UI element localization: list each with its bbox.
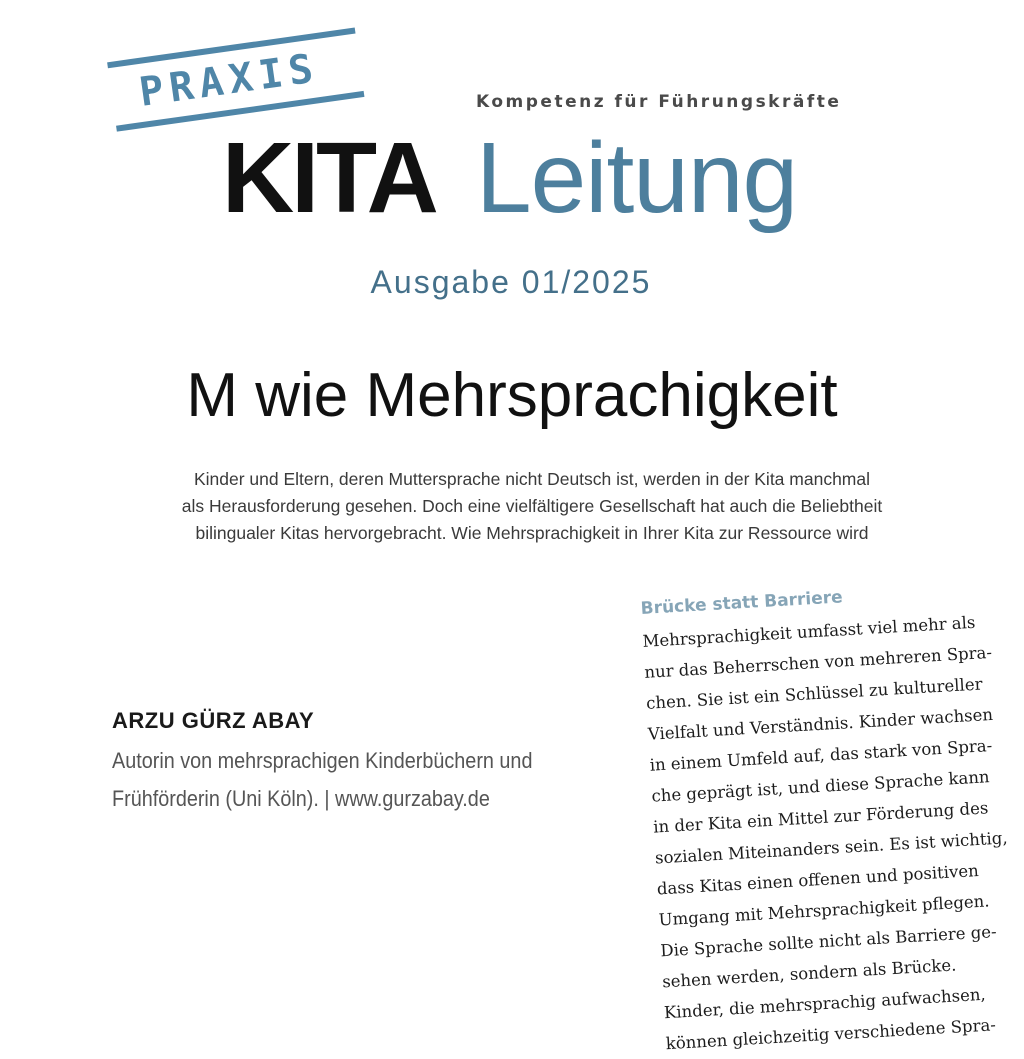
body-text-line: Mehrsprachigkeit umfasst viel mehr als — [642, 612, 976, 651]
body-text-line: in der Kita ein Mittel zur Förderung des — [652, 798, 989, 837]
body-text-line: Die Sprache sollte nicht als Barriere ge- — [659, 922, 998, 961]
body-text-line: Umgang mit Mehrsprachigkeit pflegen. — [658, 891, 990, 930]
body-text-line: sozialen Miteinanders sein. Es ist wichtig, — [654, 828, 1009, 868]
masthead — [0, 0, 1024, 320]
lede-line: Kinder und Eltern, deren Muttersprache nicht Deutsch ist, werden in der Kita manchmal — [193, 469, 871, 489]
author-bio-line: Frühförderin (Uni Köln). | www.gurzabay.de — [112, 786, 490, 811]
author-box — [112, 706, 572, 818]
body-text-line: können gleichzeitig verschiedene Spra- — [665, 1015, 997, 1054]
brand-word-kita: KITA — [222, 122, 436, 234]
praxis-stamp-word: PRAXIS — [136, 45, 322, 116]
body-text-line: in einem Umfeld auf, das stark von Spra- — [649, 735, 993, 775]
body-text-line: che geprägt ist, und diese Sprache kann — [650, 767, 991, 806]
section-heading: Brücke statt Barriere — [640, 587, 844, 619]
magazine-tagline: Kompetenz für Führungskräfte — [476, 92, 842, 112]
body-text-line: nur das Beherrschen von mehreren Spra- — [643, 642, 993, 682]
author-bio — [112, 742, 571, 818]
praxis-stamp-logo — [107, 28, 364, 132]
issue-number-text: Ausgabe 01/2025 — [370, 264, 652, 300]
article-column — [640, 573, 1024, 1059]
article-lede — [80, 466, 984, 547]
article-headline: M wie Mehrsprachigkeit — [186, 361, 838, 430]
body-text-line: chen. Sie ist ein Schlüssel zu kultureller — [645, 674, 983, 713]
body-text-line: dass Kitas einen offenen und positiven — [656, 860, 980, 899]
issue-number — [0, 264, 1024, 301]
brand-word-leitung: Leitung — [476, 122, 798, 234]
lede-line: bilingualer Kitas hervorgebracht. Wie Mehrsprachigkeit in Ihrer Kita zur Ressource wird — [195, 523, 869, 543]
lede-line: als Herausforderung gesehen. Doch eine vielfältigere Gesellschaft hat auch die Beliebtheit — [181, 496, 883, 516]
body-text-line: Vielfalt und Verständnis. Kinder wachsen — [647, 704, 994, 744]
body-text-line: sehen werden, sondern als Brücke. — [661, 955, 957, 992]
body-text-line: Kinder, die mehrsprachig aufwachsen, — [663, 984, 987, 1023]
author-bio-line: Autorin von mehrsprachigen Kinderbüchern und — [112, 748, 533, 773]
author-name: ARZU GÜRZ ABAY — [112, 708, 315, 733]
